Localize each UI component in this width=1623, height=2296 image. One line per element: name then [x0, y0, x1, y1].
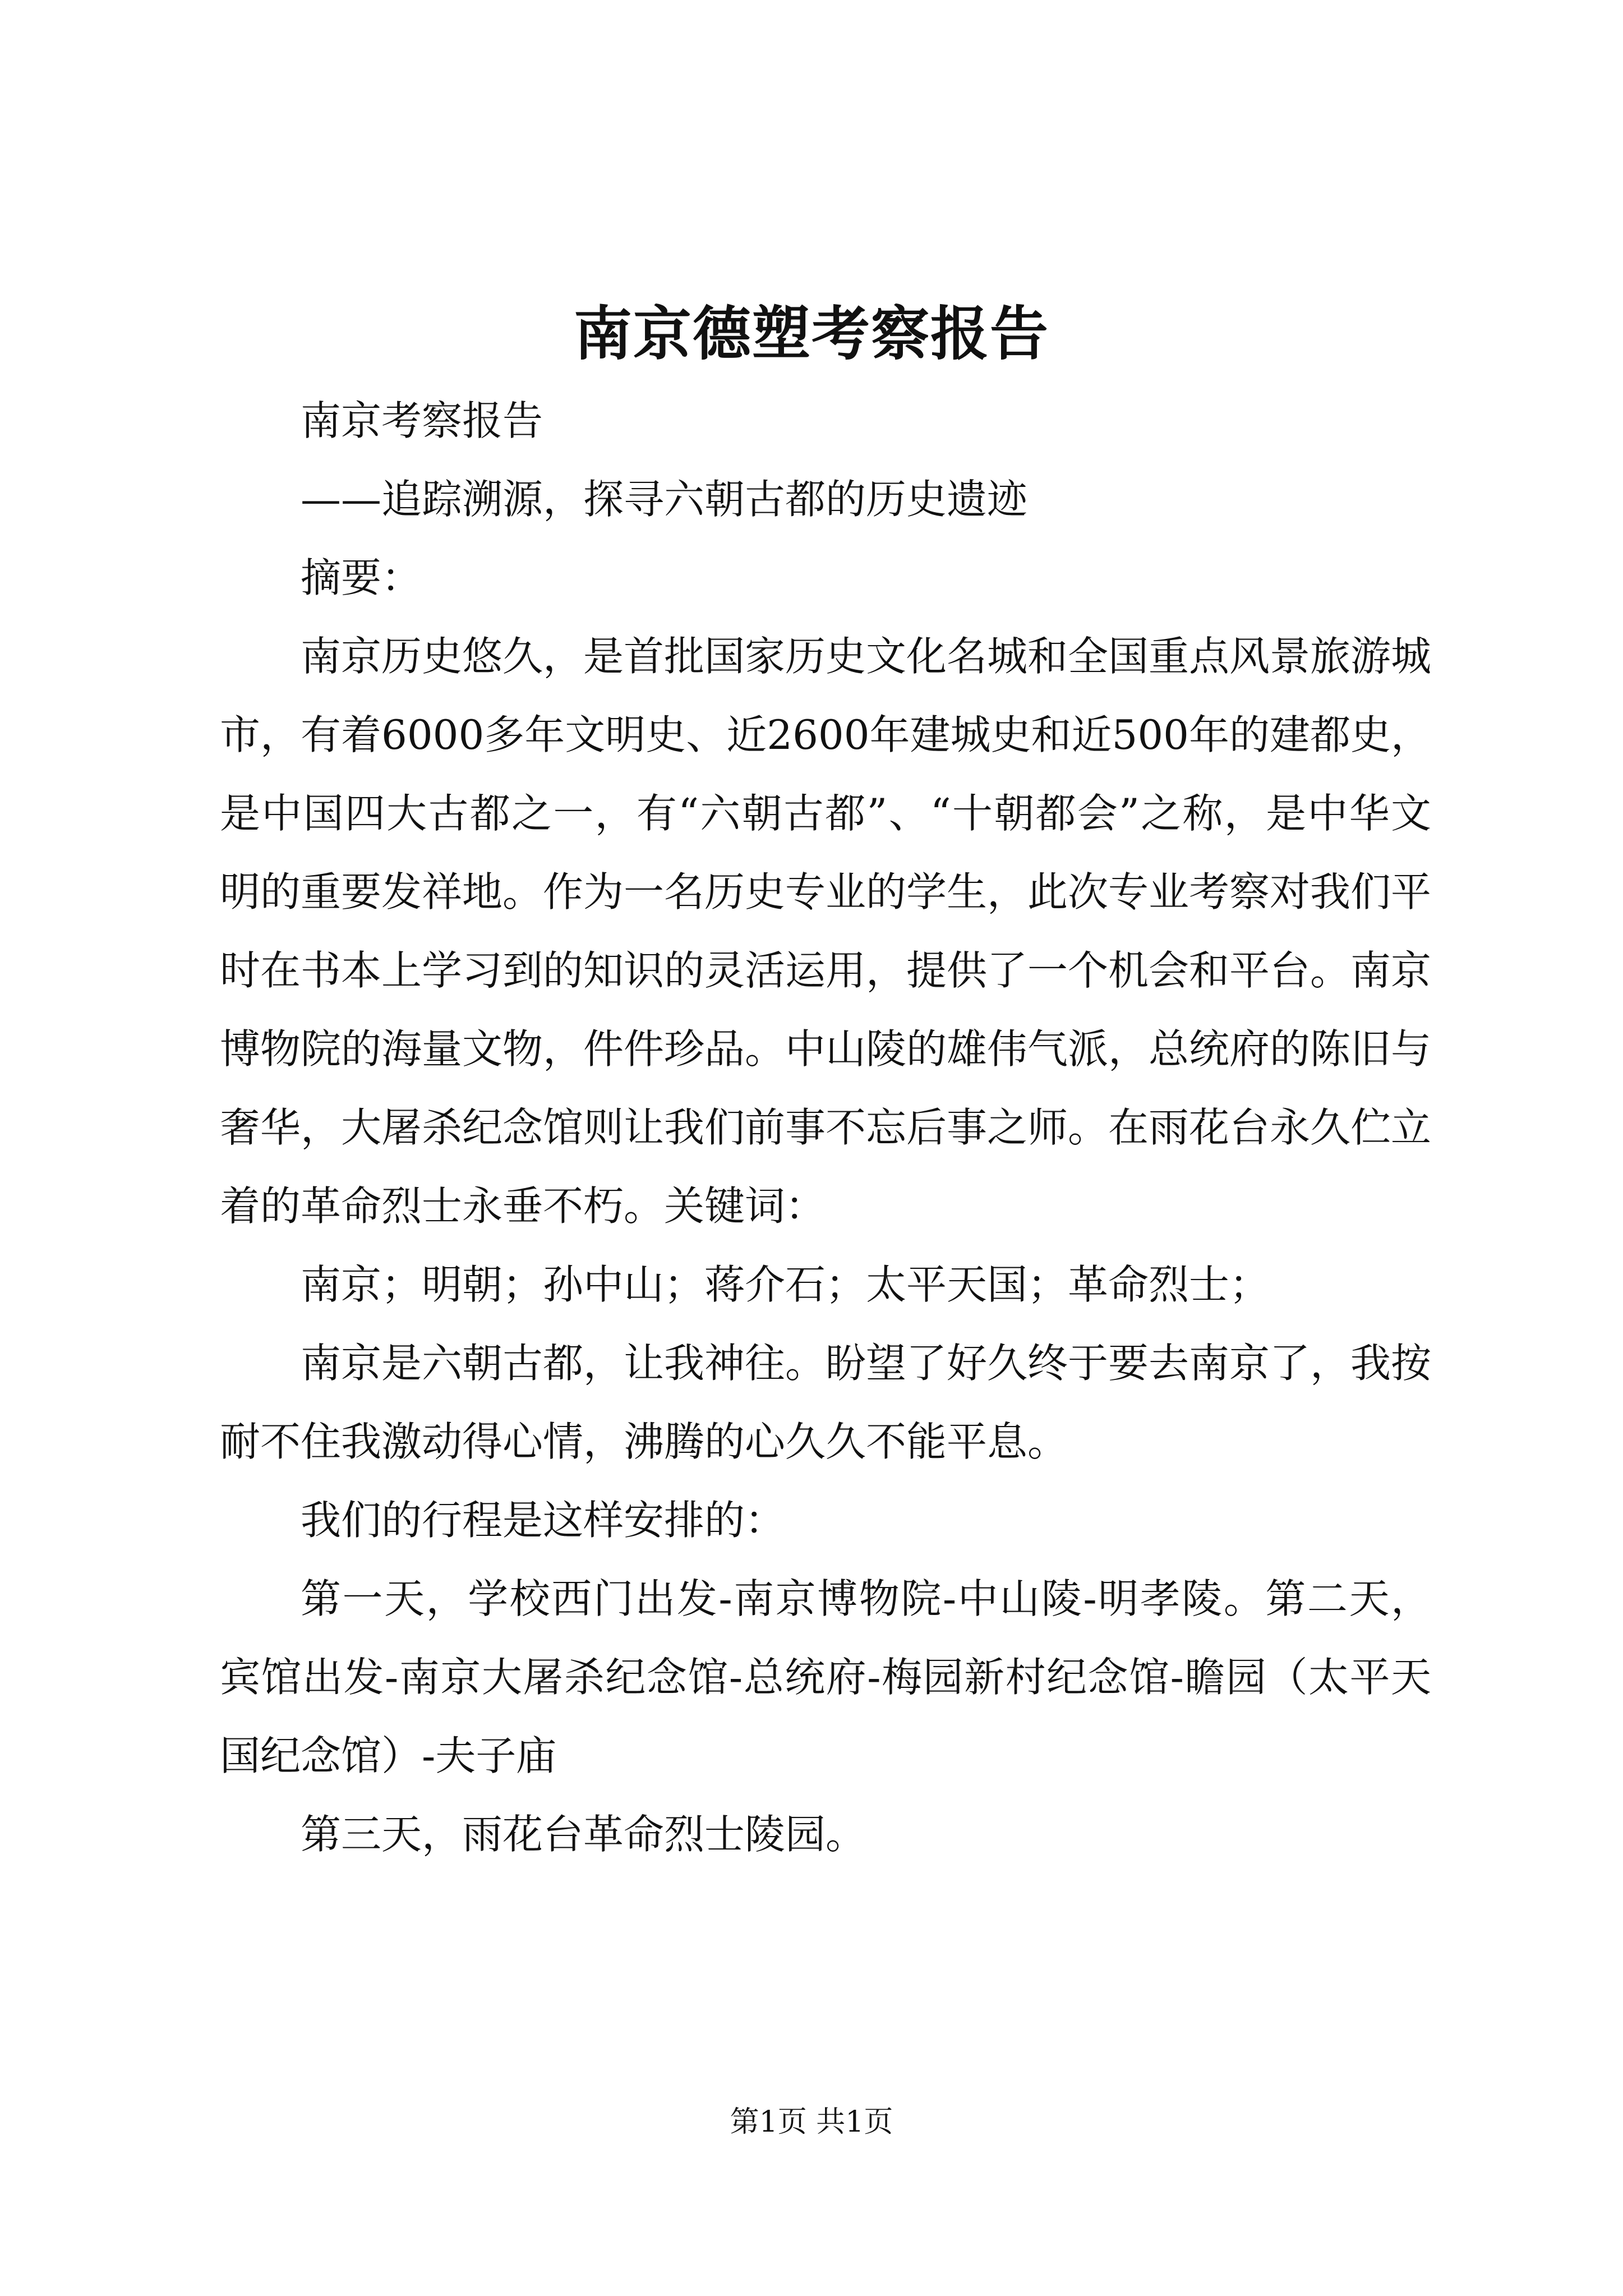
paragraph-day-three: 第三天，雨花台革命烈士陵园。: [301, 1811, 866, 1858]
paragraph-abstract: 南京历史悠久，是首批国家历史文化名城和全国重点风景旅游城市，有着6000多年文明史、近2600年建城史和近500年的建都史，是中国四大古都之一，有“六朝古都”、“十朝都会”之称，是中华文明的重要发祥地。作为一名历史专业的学生，此次专业考察对我们平时在书本上学习到的知识的灵活运用，提供了一个机会和平台。南京博物院的海量文物，件件珍品。中山陵的雄伟气派，总统府的陈旧与奢华，大屠杀纪念馆则让我们前事不忘后事之师。在雨花台永久伫立着的革命烈士永垂不朽。关键词：: [220, 633, 1432, 1230]
paragraph-abstract-label: 摘要：: [301, 554, 422, 601]
document-body: [220, 381, 1431, 1874]
page-number-footer: 第1页 共1页: [730, 2105, 893, 2139]
paragraph-itinerary-label: 我们的行程是这样安排的：: [301, 1497, 786, 1544]
paragraph-intro: 南京是六朝古都，让我神往。盼望了好久终于要去南京了，我按耐不住我激动得心情，沸腾的心久久不能平息。: [220, 1340, 1432, 1465]
paragraph-report-heading: 南京考察报告: [301, 397, 543, 444]
paragraph-itinerary-days: 第一天，学校西门出发-南京博物院-中山陵-明孝陵。第二天，宾馆出发-南京大屠杀纪念馆-总统府-梅园新村纪念馆-瞻园（太平天国纪念馆）-夫子庙: [220, 1575, 1431, 1779]
paragraph-keywords: 南京；明朝；孙中山；蒋介石；太平天国；革命烈士；: [301, 1261, 1270, 1308]
paragraph-subtitle: ——追踪溯源，探寻六朝古都的历史遗迹: [301, 476, 1028, 523]
document-title: 南京德塑考察报告: [573, 299, 1049, 368]
